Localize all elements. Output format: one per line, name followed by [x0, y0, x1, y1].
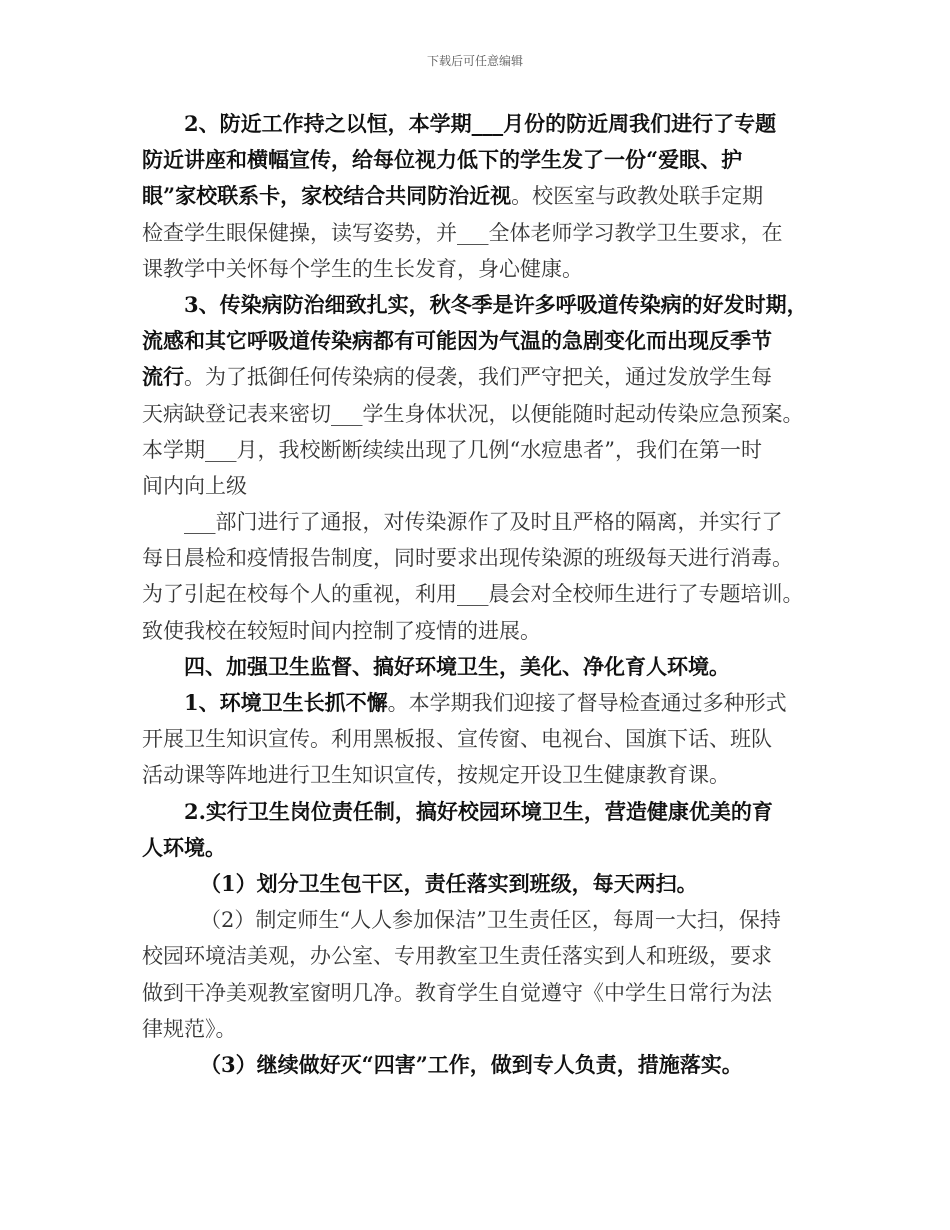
- text-line: [142, 504, 822, 540]
- bold-text: 流感和其它呼吸道传染病都有可能因为气温的急剧变化而出现反季节: [142, 328, 772, 354]
- bold-text: 2、防近工作持之以恒，本学期___月份的防近周我们进行了专题: [184, 111, 777, 136]
- bold-text: 3、传染病防治细致扎实，秋冬季是许多呼吸道传染病的好发时期，: [184, 291, 808, 317]
- bold-text: 流行: [142, 364, 184, 390]
- body-text: ___部门进行了通报，对传染源作了及时且严格的隔离，并实行了: [184, 510, 783, 535]
- text-line: [142, 685, 822, 721]
- body-text: 间内向上级: [142, 473, 247, 498]
- text-line: [142, 540, 822, 576]
- body-text: 本学期___月，我校断断续续出现了几例“水痘患者”，我们在第一时: [142, 437, 762, 462]
- bold-text: （1）划分卫生包干区，责任落实到班级，每天两扫。: [200, 870, 698, 896]
- text-line: [142, 830, 822, 866]
- text-line: [142, 215, 822, 251]
- body-text: 每日晨检和疫情报告制度，同时要求出现传染源的班级每天进行消毒。: [142, 546, 793, 571]
- text-line: [142, 432, 822, 468]
- bold-text: （3）继续做好灭“四害”工作，做到专人负责，措施落实。: [200, 1051, 743, 1077]
- text-line: [142, 359, 822, 395]
- text-line: [142, 1011, 822, 1047]
- text-line: [142, 902, 822, 938]
- document-body: [142, 106, 822, 1083]
- body-text: 。校医室与政教处联手定期: [511, 184, 764, 209]
- text-line: [142, 938, 822, 974]
- text-line: [142, 975, 822, 1011]
- bold-text: 眼”家校联系卡，家校结合共同防治近视: [142, 183, 512, 209]
- text-line: [142, 106, 822, 142]
- body-text: 校园环境洁美观，办公室、专用教室卫生责任落实到人和班级，要求: [142, 944, 772, 969]
- text-line: [142, 757, 822, 793]
- body-text: 为了引起在校每个人的重视，利用___晨会对全校师生进行了专题培训。: [142, 582, 804, 607]
- text-line: [142, 649, 822, 685]
- text-line: [142, 866, 822, 902]
- bold-text: 四、加强卫生监督、搞好环境卫生，美化、净化育人环境。: [184, 653, 730, 679]
- bold-text: 防近讲座和横幅宣传，给每位视力低下的学生发了一份“爱眼、护: [142, 147, 743, 173]
- text-line: [142, 287, 822, 323]
- bold-text: 1、环境卫生长抓不懈: [184, 690, 388, 715]
- text-line: [142, 178, 822, 214]
- bold-text: 2.实行卫生岗位责任制，搞好校园环境卫生，营造健康优美的育: [184, 798, 773, 824]
- text-line: [142, 323, 822, 359]
- body-text: 检查学生眼保健操，读写姿势，并___全体老师学习教学卫生要求，在: [142, 220, 783, 245]
- body-text: 致使我校在较短时间内控制了疫情的进展。: [142, 618, 541, 643]
- text-line: [142, 1047, 822, 1083]
- body-text: （2）制定师生“人人参加保洁”卫生责任区，每周一大扫，保持: [200, 908, 781, 933]
- text-line: [142, 576, 822, 612]
- text-line: [142, 396, 822, 432]
- text-line: [142, 142, 822, 178]
- text-line: [142, 613, 822, 649]
- bold-text: 人环境。: [142, 834, 226, 860]
- body-text: 开展卫生知识宣传。利用黑板报、宣传窗、电视台、国旗下话、班队: [142, 727, 772, 752]
- body-text: 活动课等阵地进行卫生知识宣传，按规定开设卫生健康教育课。: [142, 763, 730, 788]
- text-line: [142, 721, 822, 757]
- text-line: [142, 794, 822, 830]
- page-header: 下载后可任意编辑: [426, 54, 523, 68]
- body-text: 律规范》。: [142, 1016, 237, 1041]
- body-text: 天病缺登记表来密切___学生身体状况，以便能随时起动传染应急预案。: [142, 401, 804, 426]
- body-text: 课教学中关怀每个学生的生长发育，身心健康。: [142, 256, 583, 281]
- text-line: [142, 251, 822, 287]
- body-text: 。本学期我们迎接了督导检查通过多种形式: [387, 691, 787, 715]
- body-text: 。为了抵御任何传染病的侵袭，我们严守把关，通过发放学生每: [184, 365, 772, 390]
- body-text: 做到干净美观教室窗明几净。教育学生自觉遵守《中学生日常行为法: [142, 980, 772, 1005]
- text-line: [142, 468, 822, 504]
